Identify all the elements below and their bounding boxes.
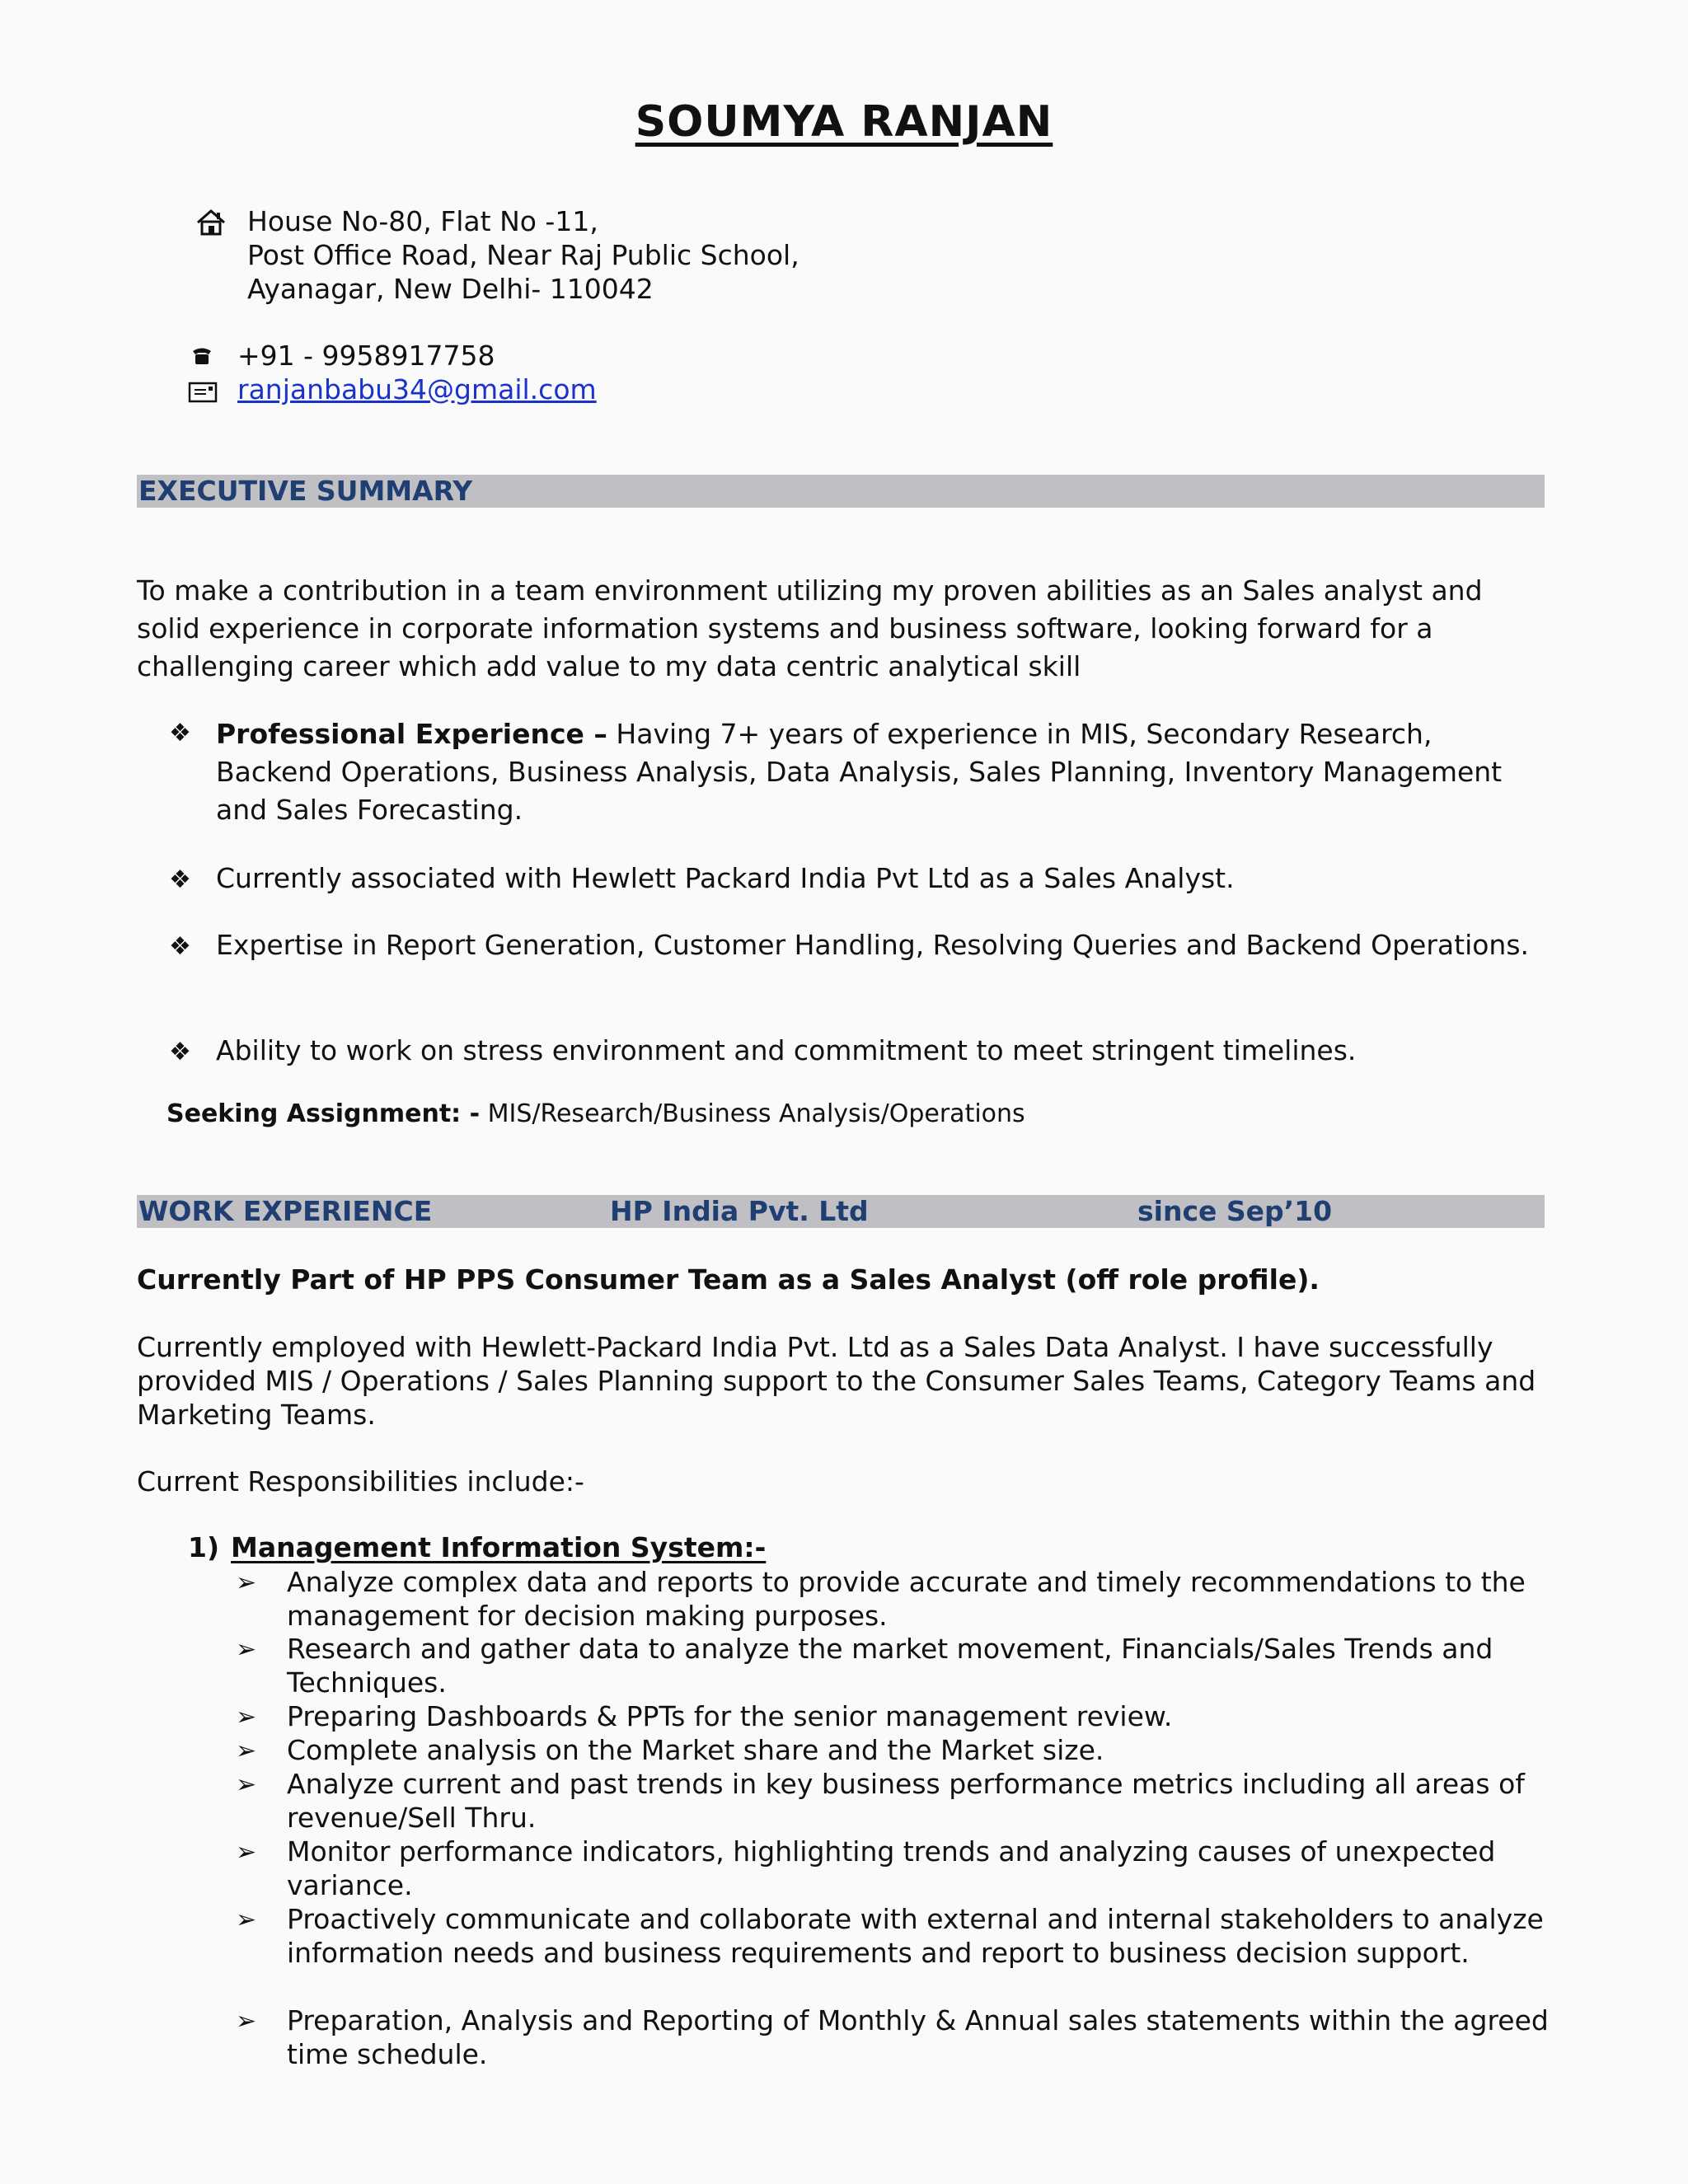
bullet-icon: ❖ [169,719,191,748]
arrow-bullet-icon: ➢ [236,1736,257,1765]
summary-intro: To make a contribution in a team environment utilizing my proven abilities as an Sales analyst and solid experience in corporate information systems and business software, looking forward for a challenging career which add value to my data centric analytical skill [137,574,1483,682]
phone-icon [191,344,213,366]
work-experience-heading: WORK EXPERIENCE [138,1195,433,1227]
arrow-bullet-icon: ➢ [236,1905,257,1934]
summary-bullet-4: Ability to work on stress environment and commitment to meet stringent timelines. [216,1034,1357,1066]
mail-icon [188,381,218,404]
home-icon [195,208,227,237]
summary-bullet-3: Expertise in Report Generation, Customer Handling, Resolving Queries and Backend Operations. [216,929,1530,961]
section-number: 1) [188,1531,220,1563]
section-title: Management Information System:- [231,1531,767,1563]
bullet-icon: ❖ [169,932,191,961]
section-header-executive-summary [137,475,1545,508]
bullet-icon: ❖ [169,1038,191,1066]
bullet-1-label: Professional Experience – [216,718,607,750]
mis-item: Monitor performance indicators, highlighting trends and analyzing causes of unexpected variance. [287,1835,1496,1901]
work-since-date: since Sep’10 [1137,1195,1333,1227]
address-line-3: Ayanagar, New Delhi- 110042 [247,273,654,305]
responsibilities-label: Current Responsibilities include:- [137,1465,584,1497]
resume-name: SOUMYA RANJAN [635,97,1053,147]
mis-item: Proactively communicate and collaborate with external and internal stakeholders to analyze information needs and business requirements and report to business decision support. [287,1903,1544,1969]
section-header-work-experience [137,1195,1545,1228]
phone-number: +91 - 9958917758 [237,340,495,372]
address-block [247,204,799,306]
mis-item: Research and gather data to analyze the market movement, Financials/Sales Trends and Techniques. [287,1633,1493,1699]
arrow-bullet-icon: ➢ [236,1703,257,1732]
address-line-1: House No-80, Flat No -11, [247,205,598,237]
current-role: Currently Part of HP PPS Consumer Team as a Sales Analyst (off role profile). [137,1263,1320,1296]
arrow-bullet-icon: ➢ [236,1635,257,1664]
address-line-2: Post Office Road, Near Raj Public School, [247,239,799,271]
work-description: Currently employed with Hewlett-Packard India Pvt. Ltd as a Sales Data Analyst. I have successfully provided MIS / Operations / Sales Planning support to the Consumer Sales Teams, Category Teams and Marketing Teams. [137,1331,1536,1431]
seeking-value: MIS/Research/Business Analysis/Operations [480,1099,1025,1128]
mis-item: Preparing Dashboards & PPTs for the senior management review. [287,1700,1173,1732]
summary-bullet-1 [216,715,1551,829]
bullet-1-text: Having 7+ years of experience in MIS, Secondary Research, Backend Operations, Business Analysis, Data Analysis, Sales Planning, Inventory Management and Sales Forecasting. [216,718,1503,826]
arrow-bullet-icon: ➢ [236,1568,257,1597]
mis-item: Complete analysis on the Market share and the Market size. [287,1734,1104,1766]
bullet-icon: ❖ [169,865,191,894]
arrow-bullet-icon: ➢ [236,2007,257,2036]
summary-bullet-2: Currently associated with Hewlett Packard India Pvt Ltd as a Sales Analyst. [216,862,1235,894]
mis-item: Analyze complex data and reports to provide accurate and timely recommendations to the management for decision making purposes. [287,1566,1526,1632]
mis-item: Preparation, Analysis and Reporting of Monthly & Annual sales statements within the agreed time schedule. [287,2004,1549,2070]
mis-item: Analyze current and past trends in key business performance metrics including all areas of revenue/Sell Thru. [287,1768,1525,1834]
executive-summary-heading: EXECUTIVE SUMMARY [138,475,473,507]
responsibility-section-heading [188,1531,766,1563]
seeking-label: Seeking Assignment: - [166,1099,481,1128]
arrow-bullet-icon: ➢ [236,1770,257,1799]
seeking-assignment [166,1099,1025,1128]
email-link[interactable]: ranjanbabu34@gmail.com [237,373,597,405]
company-name: HP India Pvt. Ltd [610,1195,869,1227]
arrow-bullet-icon: ➢ [236,1838,257,1867]
